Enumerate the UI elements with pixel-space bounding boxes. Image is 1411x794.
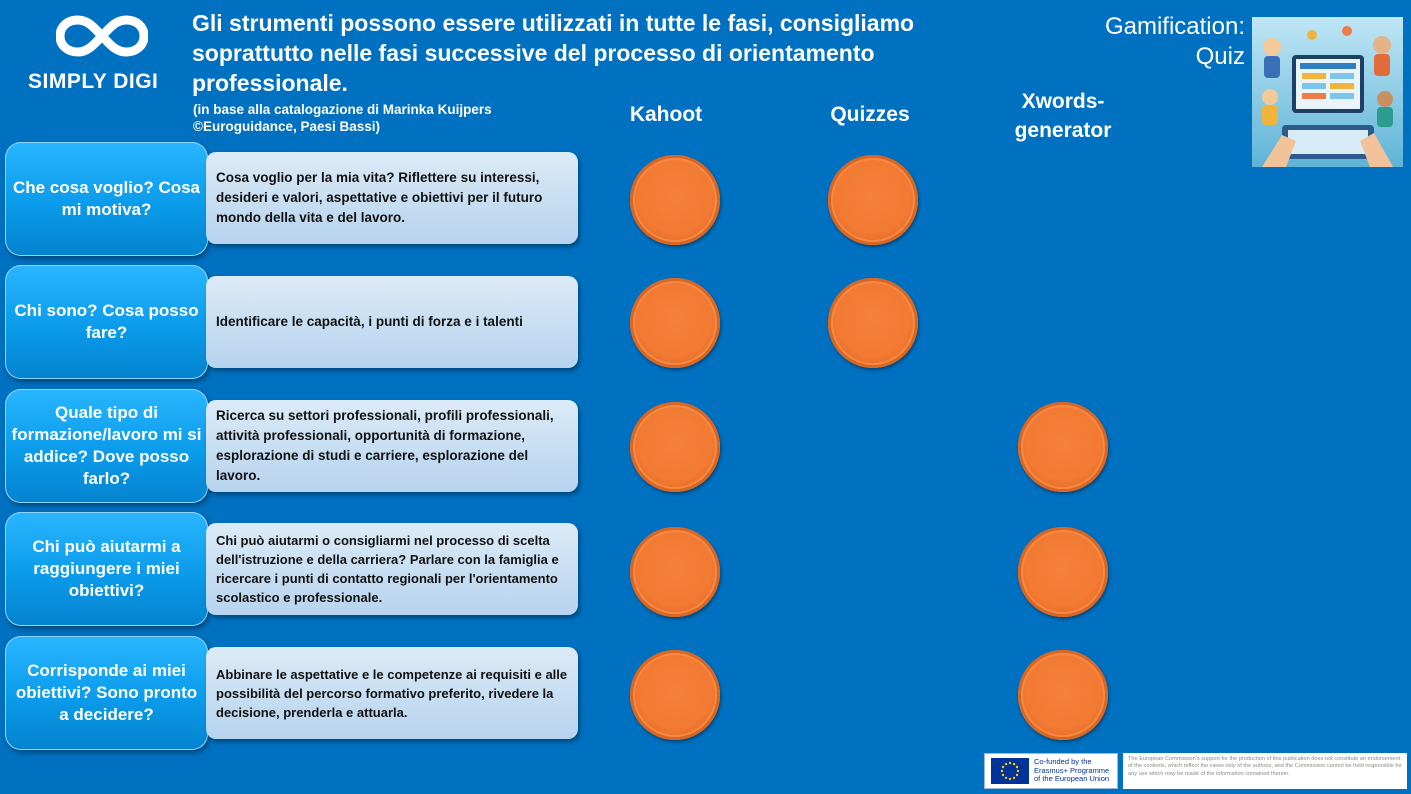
- mark-kahoot: [630, 527, 720, 617]
- row-description-box: [206, 276, 578, 368]
- mark-xwords-generator: [1018, 650, 1108, 740]
- row-question-box: [5, 389, 208, 503]
- row-description-box: [206, 400, 578, 492]
- mark-xwords-generator: [1018, 402, 1108, 492]
- row-question-box: [5, 512, 208, 626]
- page-title: Gli strumenti possono essere utilizzati in tutte le fasi, consigliamo soprattutto nelle fasi successive del processo di orientamento professionale.: [192, 10, 915, 96]
- simply-digi-logo: [18, 8, 188, 98]
- mark-quizzes: [828, 278, 918, 368]
- row-question-box: [5, 636, 208, 750]
- row-question: Corrisponde ai miei obiettivi? Sono pronto a decidere?: [15, 661, 198, 724]
- infinity-logo-icon: [56, 8, 148, 64]
- row-question: Chi può aiutarmi a raggiungere i miei obiettivi?: [32, 537, 181, 600]
- eu-disclaimer: The European Commission's support for the production of this publication does not constitute an endorsement of the contents, which reflect the views only of the authors, and the Commission cannot be held responsible for any use which may be made of the information contained therein.: [1123, 753, 1407, 789]
- eu-badge-text: Co-funded by the Erasmus+ Programme of the European Union: [1034, 757, 1110, 784]
- logo-text: SIMPLY DIGI: [28, 70, 159, 93]
- row-description: Abbinare le aspettative e le competenze ai requisiti e alle possibilità del percorso formativo preferito, rivedere la decisione, prenderla e attuarla.: [216, 666, 568, 720]
- row-description: Ricerca su settori professionali, profili professionali, attività professionali, opportunità di formazione, esplorazione di studi e carriere, esplorazione del lavoro.: [216, 408, 554, 483]
- column-header-kahoot: Kahoot: [629, 103, 703, 126]
- row-description-box: [206, 152, 578, 244]
- row-description-box: [206, 523, 578, 615]
- mark-kahoot: [630, 155, 720, 245]
- mark-xwords-generator: [1018, 527, 1108, 617]
- row-question: Quale tipo di formazione/lavoro mi si addice? Dove posso farlo?: [11, 403, 202, 488]
- row-description-box: [206, 647, 578, 739]
- eu-flag-icon: [991, 758, 1029, 784]
- row-question-box: [5, 265, 208, 379]
- mark-quizzes: [828, 155, 918, 245]
- mark-kahoot: [630, 402, 720, 492]
- row-question: Che cosa voglio? Cosa mi motiva?: [12, 178, 201, 219]
- page-subtitle: (in base alla catalogazione di Marinka Kuijpers ©Euroguidance, Paesi Bassi): [193, 102, 492, 134]
- mark-kahoot: [630, 650, 720, 740]
- gamification-quiz-illustration: [1252, 17, 1403, 167]
- column-header-quizzes: Quizzes: [830, 103, 910, 126]
- row-question: Chi sono? Cosa posso fare?: [14, 301, 199, 342]
- row-description: Cosa voglio per la mia vita? Riflettere su interessi, desideri e valori, aspettative e obiettivi per il futuro mondo della vita e del lavoro.: [216, 170, 543, 225]
- eu-erasmus-badge: [984, 753, 1118, 789]
- column-header-xwords-generator: Xwords- generator: [1014, 90, 1112, 142]
- row-description: Identificare le capacità, i punti di forza e i talenti: [216, 314, 523, 329]
- row-question-box: [5, 142, 208, 256]
- gamification-label: Gamification: Quiz: [1104, 13, 1245, 70]
- row-description: Chi può aiutarmi o consigliarmi nel processo di scelta dell'istruzione e della carriera? Parlare con la famiglia e ricercare i punti di contatto regionali per l'orientamento scolastico e professionale.: [216, 533, 559, 605]
- mark-kahoot: [630, 278, 720, 368]
